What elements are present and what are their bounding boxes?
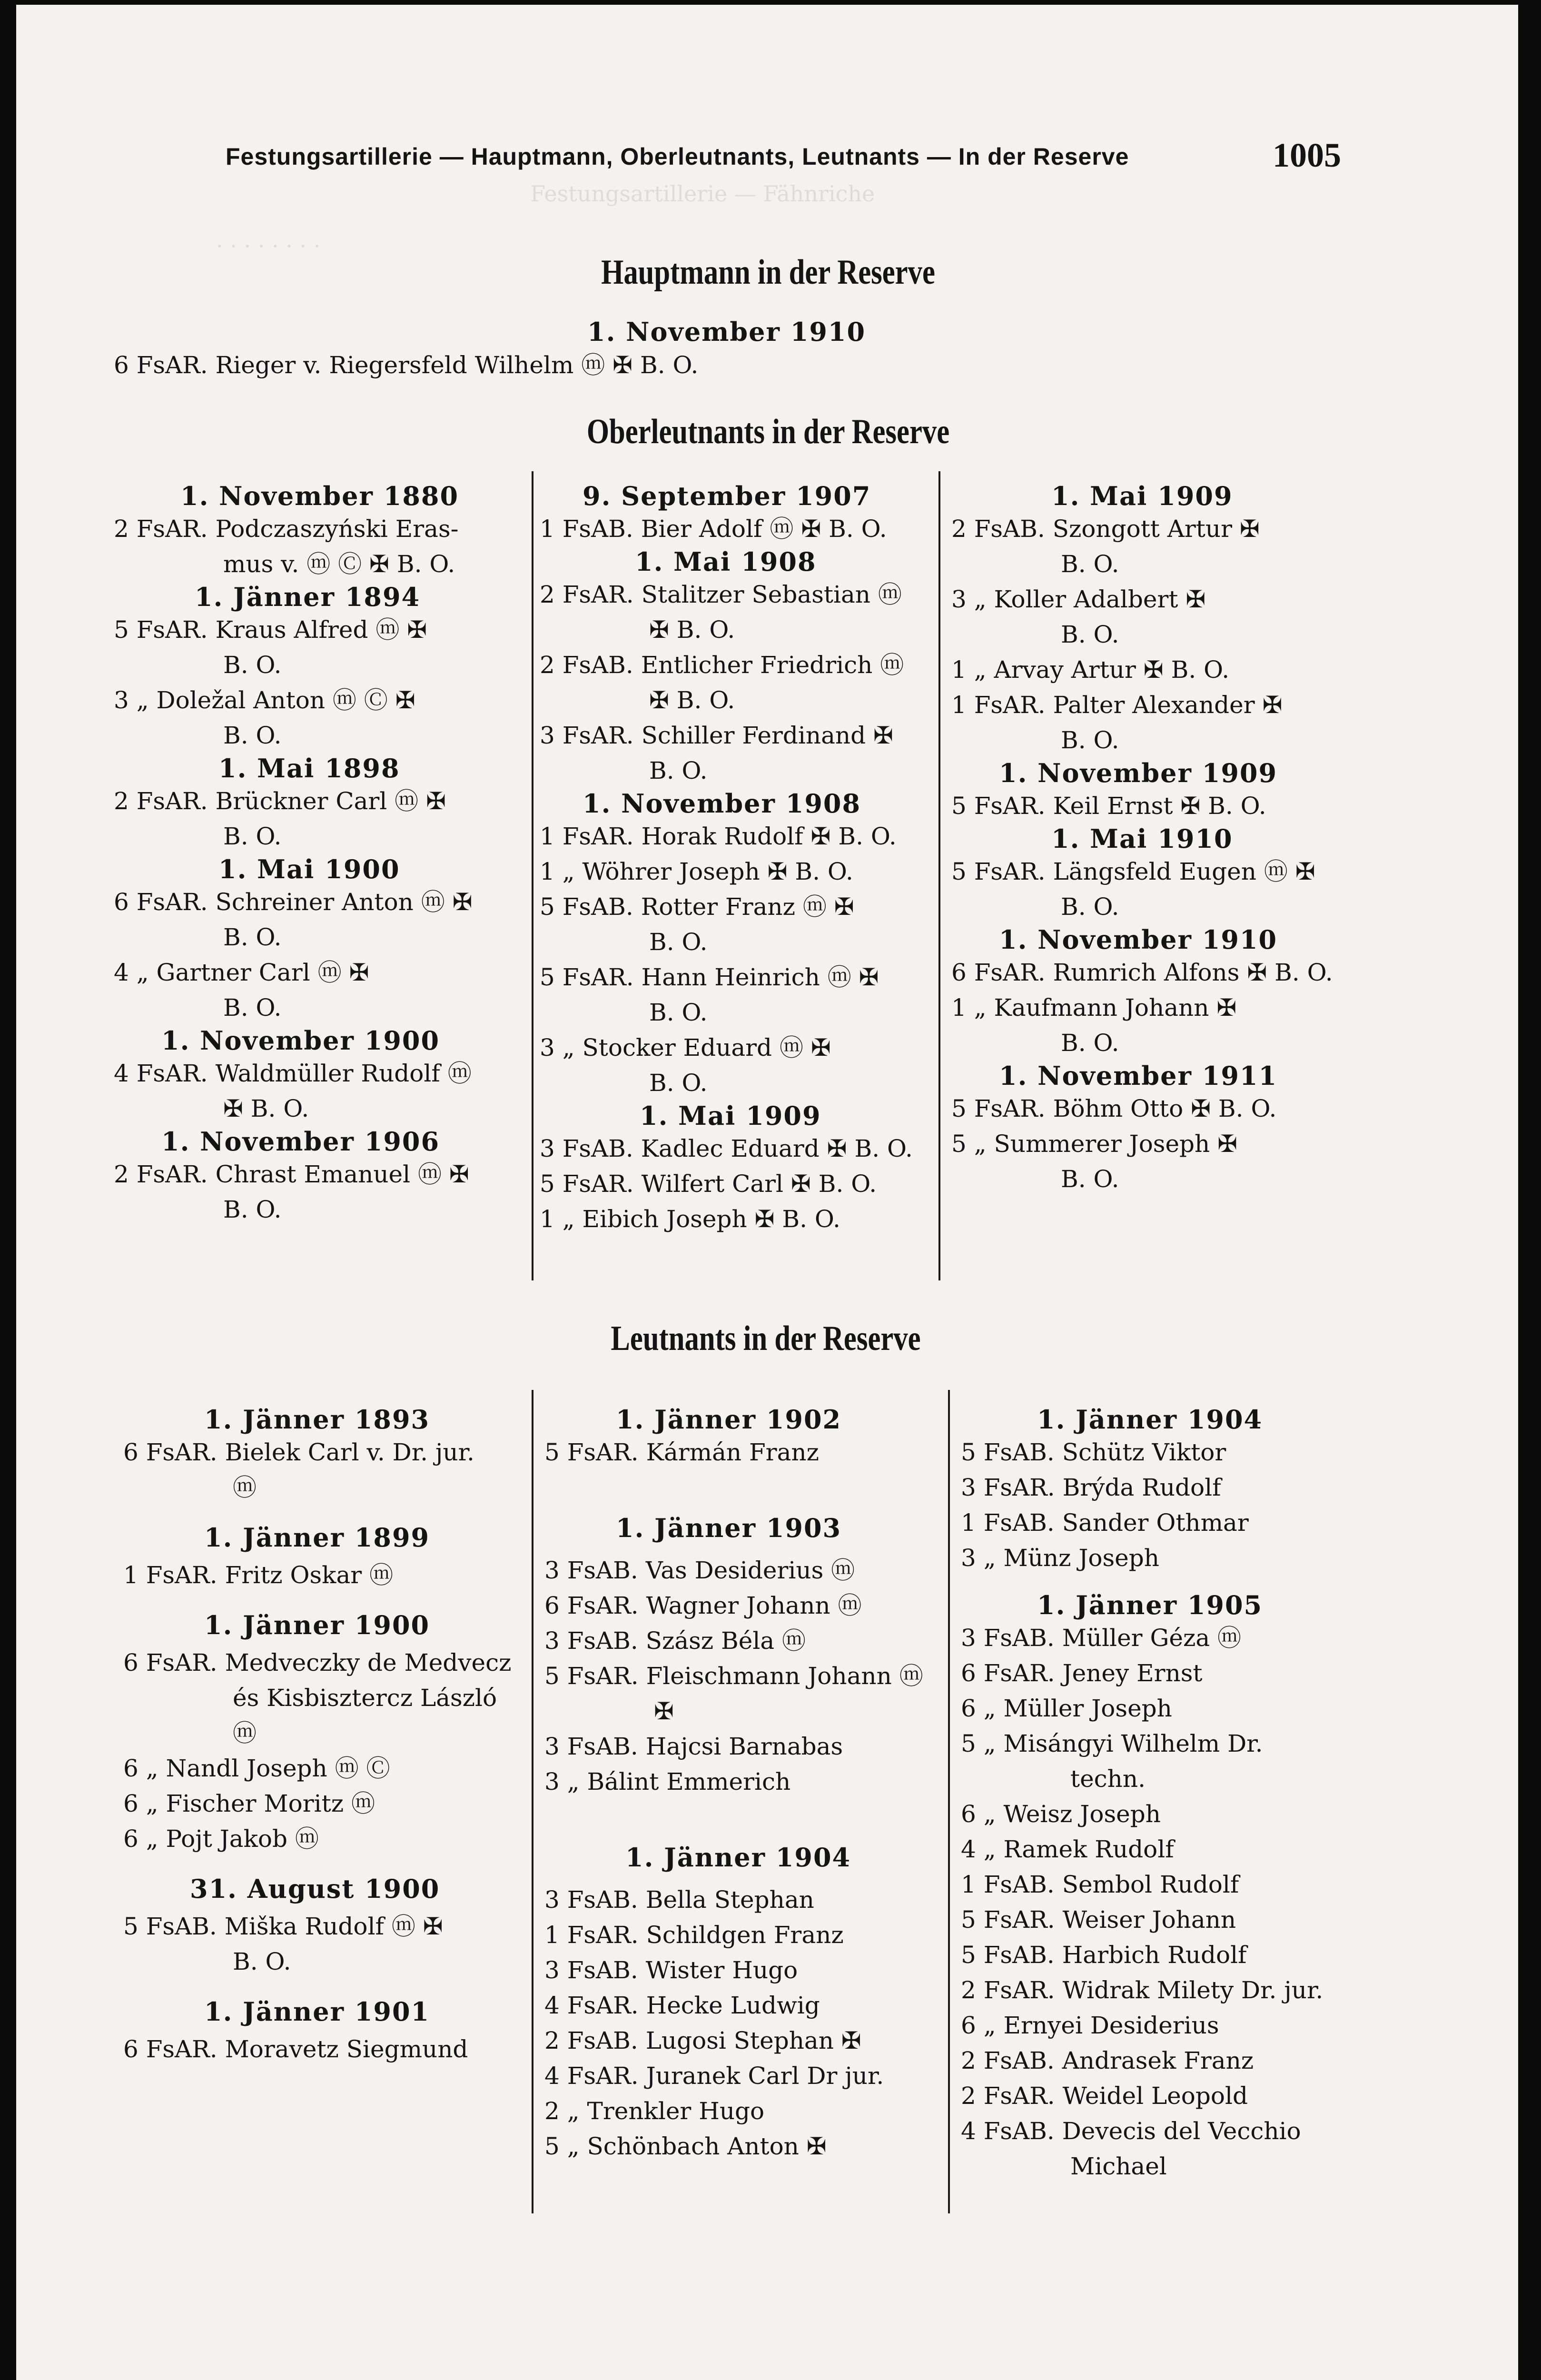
entry-line: 2 „ Trenkler Hugo (544, 2097, 765, 2125)
entry-line: 1 „ Wöhrer Joseph ✠ B. O. (540, 858, 853, 885)
entry-line: B. O. (1061, 1165, 1119, 1193)
date-heading: 1. Mai 1910 (1051, 823, 1233, 854)
entry-line: 5 FsAR. Längsfeld Eugen ⓜ ✠ (951, 858, 1315, 885)
page (16, 5, 1518, 2380)
entry-line: 5 FsAB. Miška Rudolf ⓜ ✠ (123, 1913, 443, 1940)
section-title-leutnants: Leutnants in der Reserve (611, 1319, 921, 1358)
entry-line: 3 FsAB. Szász Béla ⓜ (544, 1627, 806, 1655)
date-heading: 1. Mai 1908 (635, 546, 817, 577)
date-heading: 1. Mai 1909 (640, 1101, 821, 1131)
entry-line: 1 FsAB. Sembol Rudolf (961, 1871, 1239, 1898)
entry-line: B. O. (233, 1948, 291, 1975)
entry-line: 3 FsAB. Vas Desiderius ⓜ (544, 1557, 855, 1584)
entry-line: 6 „ Pojt Jakob ⓜ (123, 1825, 319, 1853)
entry-line: ✠ B. O. (223, 1095, 309, 1122)
entry-line: Michael (1070, 2152, 1167, 2180)
entry-line: 6 „ Fischer Moritz ⓜ (123, 1790, 375, 1817)
entry-line: 5 „ Schönbach Anton ✠ (544, 2132, 827, 2160)
date-heading: 1. Mai 1898 (218, 753, 400, 783)
entry-line: 3 „ Stocker Eduard ⓜ ✠ (540, 1034, 831, 1061)
entry-line: B. O. (1061, 726, 1119, 754)
entry-line: 6 FsAR. Rieger v. Riegersfeld Wilhelm ⓜ ✠ B. O. (114, 351, 699, 379)
entry-line: 5 FsAR. Kraus Alfred ⓜ ✠ (114, 616, 427, 644)
date-heading: 1. November 1910 (999, 924, 1278, 955)
entry-line: 6 FsAR. Moravetz Siegmund (123, 2035, 468, 2063)
entry-line: B. O. (1061, 621, 1119, 648)
entry-line: 6 „ Müller Joseph (961, 1695, 1172, 1722)
date-heading: 1. Mai 1900 (218, 854, 400, 884)
entry-line: 2 FsAR. Weidel Leopold (961, 2082, 1248, 2110)
date-heading: 1. November 1880 (180, 481, 459, 511)
entry-line: 4 „ Ramek Rudolf (961, 1835, 1174, 1863)
entry-line: 6 „ Ernyei Desiderius (961, 2012, 1219, 2039)
entry-line: 3 „ Doležal Anton ⓜ Ⓒ ✠ (114, 686, 415, 714)
entry-line: B. O. (223, 994, 282, 1021)
entry-line: 3 FsAR. Schiller Ferdinand ✠ (540, 722, 893, 749)
entry-line: 2 FsAR. Brückner Carl ⓜ ✠ (114, 787, 446, 815)
entry-line: B. O. (223, 1196, 282, 1223)
entry-line: 1 FsAR. Horak Rudolf ✠ B. O. (540, 823, 897, 850)
entry-line: 4 FsAR. Hecke Ludwig (544, 1992, 820, 2019)
entry-line: 4 FsAR. Juranek Carl Dr jur. (544, 2062, 884, 2090)
entry-line: 3 FsAB. Kadlec Eduard ✠ B. O. (540, 1135, 913, 1162)
section-title-hauptmann: Hauptmann in der Reserve (601, 253, 935, 292)
date-heading: 1. November 1908 (583, 788, 861, 819)
entry-line: B. O. (1061, 550, 1119, 578)
entry-line: 5 FsAR. Fleischmann Johann ⓜ (544, 1662, 923, 1690)
date-heading: 1. Jänner 1894 (195, 582, 421, 612)
entry-line: ✠ B. O. (649, 616, 735, 644)
entry-line: 3 „ Münz Joseph (961, 1544, 1159, 1572)
date-heading: 1. Jänner 1904 (1037, 1404, 1263, 1435)
oberleutnants-column-1 (114, 481, 523, 1227)
entry-line: 2 FsAB. Szongott Artur ✠ (951, 515, 1260, 543)
entry-line: 6 FsAR. Jeney Ernst (961, 1659, 1203, 1687)
entry-line: 2 FsAB. Entlicher Friedrich ⓜ (540, 651, 904, 679)
entry-line: 5 FsAR. Weiser Johann (961, 1906, 1236, 1934)
entry-line: 6 FsAR. Rumrich Alfons ✠ B. O. (951, 959, 1333, 986)
entry-line: 3 FsAR. Brýda Rudolf (961, 1474, 1221, 1501)
entry-line: 5 FsAR. Kármán Franz (544, 1438, 819, 1466)
entry-line: 1 „ Eibich Joseph ✠ B. O. (540, 1205, 840, 1233)
entry-line: 5 „ Misángyi Wilhelm Dr. (961, 1730, 1263, 1757)
entry-line: 6 FsAR. Schreiner Anton ⓜ ✠ (114, 888, 473, 916)
entry-line: B. O. (223, 923, 282, 951)
date-heading: 1. Jänner 1905 (1037, 1590, 1263, 1620)
entry-line: ✠ (654, 1697, 674, 1725)
entry-line: 6 FsAR. Wagner Johann ⓜ (544, 1592, 862, 1619)
entry-line: 1 FsAR. Schildgen Franz (544, 1921, 844, 1949)
entry-line: B. O. (1061, 893, 1119, 921)
entry-line: 2 FsAR. Widrak Milety Dr. jur. (961, 1976, 1324, 2004)
entry-line: 1 FsAR. Palter Alexander ✠ (951, 691, 1283, 719)
entry-line: B. O. (223, 823, 282, 850)
entry-line: 5 „ Summerer Joseph ✠ (951, 1130, 1238, 1158)
entry-line: 1 „ Kaufmann Johann ✠ (951, 994, 1237, 1021)
date-heading: 1. Jänner 1902 (616, 1404, 842, 1435)
column-divider (532, 1390, 533, 2213)
date-heading: 1. November 1900 (161, 1025, 440, 1056)
entry-line: 2 FsAR. Podczaszyński Eras- (114, 515, 459, 543)
date-heading: 1. Jänner 1899 (204, 1522, 430, 1553)
date-heading: 1. November 1909 (999, 758, 1278, 788)
entry-line: 6 „ Weisz Joseph (961, 1800, 1161, 1828)
entry-line: 3 „ Bálint Emmerich (544, 1768, 791, 1795)
entry-line: 1 FsAB. Bier Adolf ⓜ ✠ B. O. (540, 515, 887, 543)
leutnants-column-3 (961, 1404, 1380, 2184)
entry-line: 3 FsAB. Müller Géza ⓜ (961, 1624, 1242, 1652)
entry-line: 5 FsAB. Schütz Viktor (961, 1438, 1226, 1466)
entry-line: B. O. (649, 757, 708, 784)
entry-line: 3 „ Koller Adalbert ✠ (951, 585, 1206, 613)
entry-line: 1 „ Arvay Artur ✠ B. O. (951, 656, 1230, 684)
entry-line: B. O. (223, 722, 282, 749)
date-heading: 1. Jänner 1900 (204, 1610, 430, 1640)
entry-line: B. O. (649, 928, 708, 956)
entry-line: techn. (1070, 1765, 1146, 1793)
section-title-oberleutnants: Oberleutnants in der Reserve (586, 412, 950, 451)
entry-line: B. O. (649, 999, 708, 1026)
entry-line: B. O. (1061, 1029, 1119, 1057)
entry-line: 4 FsAR. Waldmüller Rudolf ⓜ (114, 1060, 472, 1087)
entry-line: 2 FsAB. Andrasek Franz (961, 2047, 1254, 2074)
entry-line: 6 FsAR. Bielek Carl v. Dr. jur. (123, 1438, 474, 1466)
entry-line: 2 FsAR. Chrast Emanuel ⓜ ✠ (114, 1160, 469, 1188)
date-heading: 9. September 1907 (583, 481, 871, 511)
page-number: 1005 (1273, 136, 1341, 174)
date-heading: 1. Jänner 1893 (204, 1404, 430, 1435)
date-heading: 1. November 1910 (587, 317, 866, 347)
entry-line: és Kisbisztercz László (233, 1684, 497, 1712)
entry-line: mus v. ⓜ Ⓒ ✠ B. O. (223, 550, 455, 578)
entry-line: 5 FsAR. Keil Ernst ✠ B. O. (951, 792, 1266, 820)
date-heading: 1. Jänner 1904 (625, 1842, 851, 1873)
entry-line: 5 FsAB. Harbich Rudolf (961, 1941, 1247, 1969)
date-heading: 1. Jänner 1901 (204, 1996, 430, 2027)
leutnants-column-1 (123, 1404, 528, 2067)
entry-line: ⓜ (233, 1474, 257, 1501)
date-heading: 31. August 1900 (190, 1874, 440, 1904)
entry-line: 3 FsAB. Wister Hugo (544, 1956, 798, 1984)
bleed-through-text: Festungsartillerie — Fähnriche (530, 181, 875, 207)
entry-line: B. O. (223, 651, 282, 679)
date-heading: 1. Jänner 1903 (616, 1513, 842, 1543)
date-heading: 1. November 1906 (161, 1126, 440, 1157)
entry-line: ⓜ (233, 1719, 257, 1747)
date-heading: 1. November 1911 (999, 1061, 1278, 1091)
entry-line: 5 FsAR. Hann Heinrich ⓜ ✠ (540, 963, 879, 991)
entry-line: 1 FsAB. Sander Othmar (961, 1509, 1249, 1537)
entry-line: 3 FsAB. Hajcsi Barnabas (544, 1733, 843, 1760)
entry-line: 5 FsAR. Wilfert Carl ✠ B. O. (540, 1170, 877, 1198)
entry-line: 5 FsAR. Böhm Otto ✠ B. O. (951, 1095, 1277, 1122)
entry-line: 3 FsAB. Bella Stephan (544, 1886, 814, 1914)
leutnants-column-2 (544, 1404, 944, 2164)
date-heading: 1. Mai 1909 (1051, 481, 1233, 511)
oberleutnants-column-2 (540, 481, 935, 1237)
entry-line: 5 FsAB. Rotter Franz ⓜ ✠ (540, 893, 854, 921)
entry-line: 2 FsAR. Stalitzer Sebastian ⓜ (540, 581, 902, 608)
entry-line: B. O. (649, 1069, 708, 1097)
entry-line: 4 FsAB. Devecis del Vecchio (961, 2117, 1301, 2145)
entry-line: 6 „ Nandl Joseph ⓜ Ⓒ (123, 1755, 390, 1782)
bleed-through-text: · · · · · · · · (216, 233, 321, 259)
entry-line: 4 „ Gartner Carl ⓜ ✠ (114, 959, 369, 986)
column-divider (938, 471, 940, 1280)
entry-line: 1 FsAR. Fritz Oskar ⓜ (123, 1561, 394, 1589)
entry-line: 2 FsAB. Lugosi Stephan ✠ (544, 2027, 861, 2054)
entry-line: ✠ B. O. (649, 686, 735, 714)
entry-line: 6 FsAR. Medveczky de Medvecz (123, 1649, 512, 1676)
oberleutnants-column-3 (951, 481, 1370, 1197)
running-header: Festungsartillerie — Hauptmann, Oberleutnants, Leutnants — In der Reserve (226, 143, 1129, 170)
